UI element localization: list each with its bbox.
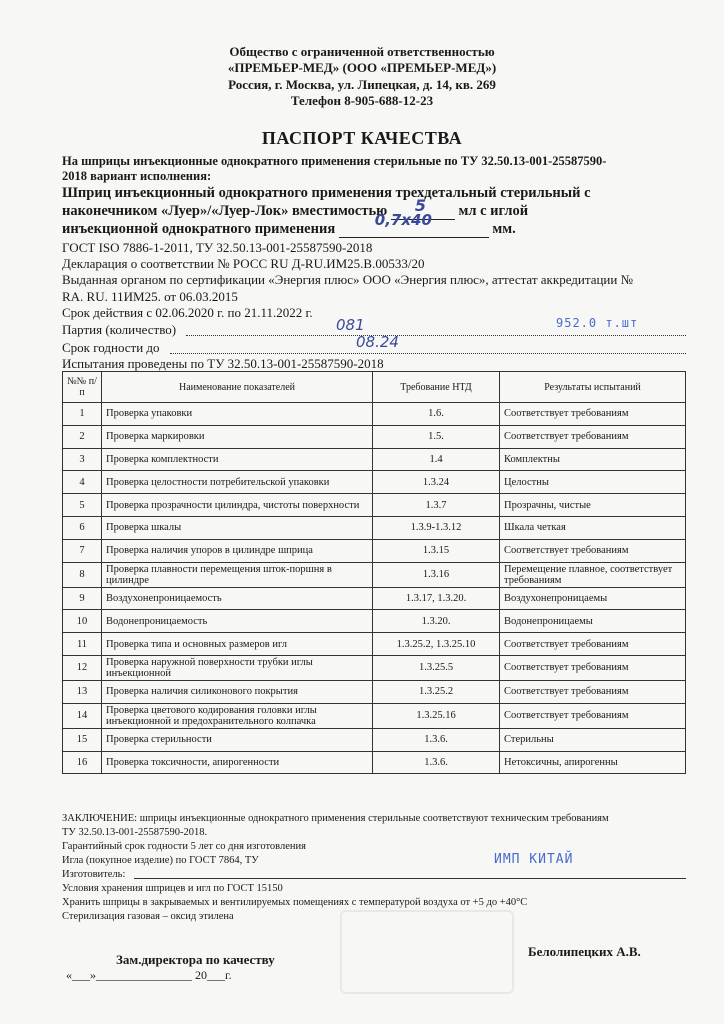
intro-line-2: 2018 вариант исполнения: <box>62 169 212 183</box>
needle-value: 0,7х40 <box>374 211 432 229</box>
row-number: 16 <box>63 751 102 774</box>
product-line-3-text: инъекционной однократного применения <box>62 221 336 237</box>
row-indicator-name: Проверка цветового кодирования головки иглы инъекционной и предохранительного колпачка <box>102 703 373 728</box>
row-result: Соответствует требованиям <box>500 403 686 426</box>
issued-line-1: Выданная органом по сертификации «Энергия плюс» ООО «Энергия плюс», аттестат аккредитации № <box>62 272 633 287</box>
col-number-header: №№ п/п <box>63 372 102 403</box>
row-indicator-name: Проверка упаковки <box>102 403 373 426</box>
org-address: Россия, г. Москва, ул. Липецкая, д. 14, кв. 269 <box>228 77 496 92</box>
row-result: Нетоксичны, апирогенны <box>500 751 686 774</box>
col-requirement-header: Требование НТД <box>373 372 500 403</box>
needle-gost-line: Игла (покупное изделие) по ГОСТ 7864, ТУ <box>62 855 259 866</box>
table-header-row <box>63 372 686 403</box>
expiry-value: 08.24 <box>356 333 399 351</box>
row-result: Соответствует требованиям <box>500 539 686 562</box>
batch-value: 081 <box>336 316 365 334</box>
product-line-2-tail: мл с иглой <box>458 203 529 219</box>
row-result: Шкала четкая <box>500 516 686 539</box>
table-row <box>63 562 686 587</box>
row-indicator-name: Проверка стерильности <box>102 728 373 751</box>
product-line-2-text: наконечником «Луер»/«Луер-Лок» вместимостью <box>62 203 388 219</box>
row-number: 15 <box>63 728 102 751</box>
table-row <box>63 448 686 471</box>
table-row <box>63 494 686 517</box>
row-indicator-name: Проверка токсичности, апирогенности <box>102 751 373 774</box>
table-row <box>63 633 686 656</box>
row-requirement: 1.3.25.16 <box>373 703 500 728</box>
table-row <box>63 703 686 728</box>
row-result: Комплектны <box>500 448 686 471</box>
validity-line: Срок действия с 02.06.2020 г. по 21.11.2022 г. <box>62 305 313 320</box>
batch-label: Партия (количество) <box>62 322 177 337</box>
maker-stamp: ИМП КИТАЙ <box>494 852 574 867</box>
row-number: 14 <box>63 703 102 728</box>
batch-underline <box>186 335 686 336</box>
sterilization-line: Стерилизация газовая – оксид этилена <box>62 911 234 922</box>
batch-quantity: 952.0 т.шт <box>556 316 639 330</box>
table-row <box>63 539 686 562</box>
row-result: Прозрачны, чистые <box>500 494 686 517</box>
warranty-line: Гарантийный срок годности 5 лет со дня изготовления <box>62 841 306 852</box>
row-number: 12 <box>63 655 102 680</box>
row-indicator-name: Проверка плавности перемещения шток-поршня в цилиндре <box>102 562 373 587</box>
row-number: 6 <box>63 516 102 539</box>
row-result: Водонепроницаемы <box>500 610 686 633</box>
row-result: Соответствует требованиям <box>500 655 686 680</box>
row-indicator-name: Водонепроницаемость <box>102 610 373 633</box>
row-result: Соответствует требованиям <box>500 680 686 703</box>
row-number: 3 <box>63 448 102 471</box>
table-row <box>63 471 686 494</box>
row-requirement: 1.3.20. <box>373 610 500 633</box>
issued-line-2: RA. RU. 11ИМ25. от 06.03.2015 <box>62 289 238 304</box>
row-result: Стерильны <box>500 728 686 751</box>
product-line-1: Шприц инъекционный однократного применения трехдетальный стерильный с <box>62 185 591 201</box>
row-requirement: 1.3.16 <box>373 562 500 587</box>
row-requirement: 1.3.6. <box>373 728 500 751</box>
row-number: 9 <box>63 587 102 610</box>
row-requirement: 1.3.25.2 <box>373 680 500 703</box>
row-requirement: 1.5. <box>373 425 500 448</box>
row-result: Соответствует требованиям <box>500 425 686 448</box>
row-result: Соответствует требованиям <box>500 703 686 728</box>
conclusion-line-2: ТУ 32.50.13-001-25587590-2018. <box>62 827 208 838</box>
product-line-2 <box>62 196 529 220</box>
deputy-title: Зам.директора по качеству <box>116 952 275 967</box>
volume-value: 5 <box>414 196 426 215</box>
declaration-line: Декларация о соответствии № РОСС RU Д-RU.ИМ25.В.00533/20 <box>62 256 425 271</box>
row-requirement: 1.3.7 <box>373 494 500 517</box>
org-name: Общество с ограниченной ответственностью <box>229 44 495 59</box>
storage-conditions-line: Условия хранения шприцев и игл по ГОСТ 15150 <box>62 883 283 894</box>
row-number: 8 <box>63 562 102 587</box>
col-result-header: Результаты испытаний <box>500 372 686 403</box>
expiry-label: Срок годности до <box>62 340 160 355</box>
page-title: ПАСПОРТ КАЧЕСТВА <box>261 128 463 148</box>
col-name-header: Наименование показателей <box>102 372 373 403</box>
row-indicator-name: Проверка маркировки <box>102 425 373 448</box>
table-row <box>63 610 686 633</box>
row-indicator-name: Проверка наличия упоров в цилиндре шприца <box>102 539 373 562</box>
row-indicator-name: Проверка типа и основных размеров игл <box>102 633 373 656</box>
stamp-imprint <box>340 910 514 994</box>
maker-label: Изготовитель: <box>62 869 126 880</box>
row-indicator-name: Проверка целостности потребительской упаковки <box>102 471 373 494</box>
gost-line: ГОСТ ISO 7886-1-2011, ТУ 32.50.13-001-25587590-2018 <box>62 240 373 255</box>
row-indicator-name: Проверка шкалы <box>102 516 373 539</box>
table-row <box>63 587 686 610</box>
row-indicator-name: Проверка наличия силиконового покрытия <box>102 680 373 703</box>
table-row <box>63 728 686 751</box>
row-requirement: 1.3.15 <box>373 539 500 562</box>
date-line: «___»________________ 20___г. <box>66 968 232 982</box>
row-number: 2 <box>63 425 102 448</box>
product-line-3-tail: мм. <box>492 221 516 237</box>
table-row <box>63 425 686 448</box>
intro-line-1: На шприцы инъекционные однократного применения стерильные по ТУ 32.50.13-001-25587590- <box>62 154 607 168</box>
org-short-name: «ПРЕМЬЕР-МЕД» (ООО «ПРЕМЬЕР-МЕД») <box>227 60 497 75</box>
maker-underline <box>134 878 686 879</box>
row-requirement: 1.3.17, 1.3.20. <box>373 587 500 610</box>
row-requirement: 1.3.24 <box>373 471 500 494</box>
row-indicator-name: Воздухонепроницаемость <box>102 587 373 610</box>
table-row <box>63 680 686 703</box>
row-requirement: 1.6. <box>373 403 500 426</box>
needle-field <box>339 211 489 238</box>
row-number: 10 <box>63 610 102 633</box>
test-results-table <box>62 371 686 774</box>
row-result: Перемещение плавное, соответствует требованиям <box>500 562 686 587</box>
row-number: 7 <box>63 539 102 562</box>
storage-line: Хранить шприцы в закрываемых и вентилируемых помещениях с температурой воздуха от +5 до +40°С <box>62 897 528 908</box>
signer-name: Белолипецких А.В. <box>528 944 641 959</box>
row-number: 13 <box>63 680 102 703</box>
row-requirement: 1.3.25.2, 1.3.25.10 <box>373 633 500 656</box>
row-number: 11 <box>63 633 102 656</box>
row-requirement: 1.3.25.5 <box>373 655 500 680</box>
row-requirement: 1.4 <box>373 448 500 471</box>
table-row <box>63 403 686 426</box>
row-indicator-name: Проверка прозрачности цилиндра, чистоты поверхности <box>102 494 373 517</box>
row-number: 5 <box>63 494 102 517</box>
row-requirement: 1.3.6. <box>373 751 500 774</box>
row-indicator-name: Проверка комплектности <box>102 448 373 471</box>
tests-line: Испытания проведены по ТУ 32.50.13-001-25587590-2018 <box>62 356 384 371</box>
row-result: Соответствует требованиям <box>500 633 686 656</box>
row-requirement: 1.3.9-1.3.12 <box>373 516 500 539</box>
row-result: Воздухонепроницаемы <box>500 587 686 610</box>
row-number: 1 <box>63 403 102 426</box>
table-body <box>63 403 686 774</box>
row-indicator-name: Проверка наружной поверхности трубки иглы инъекционной <box>102 655 373 680</box>
expiry-underline <box>170 353 686 354</box>
table-row <box>63 751 686 774</box>
org-phone: Телефон 8-905-688-12-23 <box>290 93 434 108</box>
row-number: 4 <box>63 471 102 494</box>
row-result: Целостны <box>500 471 686 494</box>
table-row <box>63 655 686 680</box>
table-row <box>63 516 686 539</box>
conclusion-line-1: ЗАКЛЮЧЕНИЕ: шприцы инъекционные однократного применения стерильные соответствуют техническим требованиям <box>62 813 609 824</box>
